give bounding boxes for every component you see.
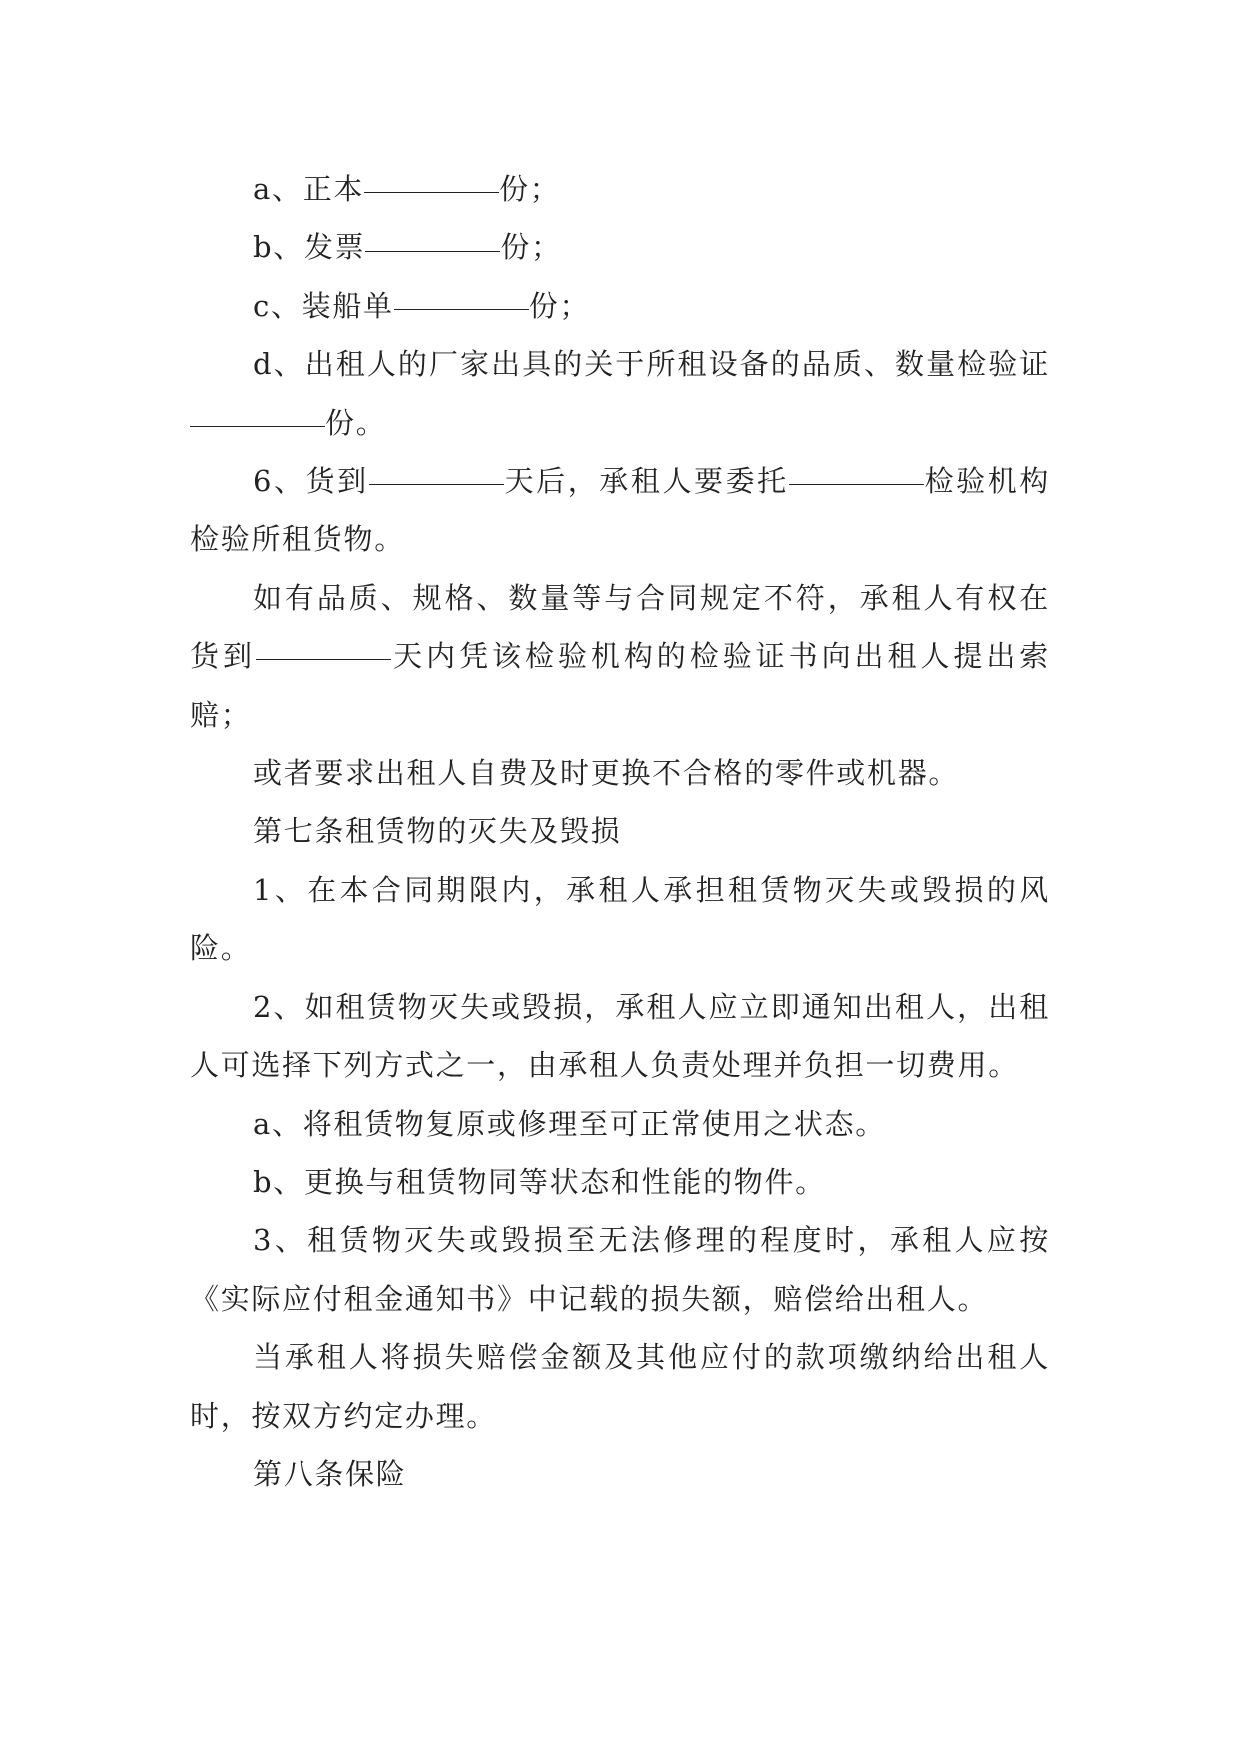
text-segment: 天内凭该检验机构的检验证书向出租人提出索赔； (190, 639, 1050, 732)
paragraph-article-7-item-2: 2、如租赁物灭失或毁损，承租人应立即通知出租人，出租人可选择下列方式之一，由承租人负责处理并负担一切费用。 (190, 989, 1050, 1083)
fill-in-blank (369, 483, 504, 485)
paragraph-article-7-item-1: 1、在本合同期限内，承租人承担租赁物灭失或毁损的风险。 (190, 872, 1050, 966)
text-segment: 检验机构检验所租货物。 (190, 464, 1050, 557)
article-8-heading: 第八条保险 (253, 1456, 407, 1491)
paragraph-article-7-option-a: a、将租赁物复原或修理至可正常使用之状态。 (253, 1106, 886, 1141)
fill-in-blank (789, 483, 924, 485)
fill-in-blank (394, 308, 529, 310)
paragraph-article-7-option-b: b、更换与租赁物同等状态和性能的物件。 (253, 1164, 826, 1199)
text-segment: 份； (500, 230, 562, 265)
paragraph-article-7-item-3: 3、租赁物灭失或毁损至无法修理的程度时，承租人应按《实际应付租金通知书》中记载的损失额，赔偿给出租人。 (190, 1223, 1050, 1316)
text-segment: d、出租人的厂家出具的关于所租设备的品质、数量检验证 (253, 347, 1050, 382)
paragraph-replacement-request: 或者要求出租人自费及时更换不合格的零件或机器。 (253, 756, 960, 791)
text-segment: a、正本 (253, 172, 365, 206)
fill-in-blank (190, 425, 325, 427)
text-segment: 份。 (325, 405, 387, 440)
article-7-heading: 第七条租赁物的灭失及毁损 (253, 814, 622, 849)
paragraph-item-6-inspection (190, 452, 1050, 569)
fill-in-blank (256, 658, 391, 660)
text-segment: 份； (499, 172, 561, 206)
fill-in-blank (365, 250, 500, 252)
paragraph-original-copies (190, 160, 1050, 218)
paragraph-compensation-payment: 当承租人将损失赔偿金额及其他应付的款项缴纳给出租人时，按双方约定办理。 (190, 1340, 1050, 1433)
paragraph-claim-right (190, 569, 1050, 744)
text-segment: c、装船单 (253, 288, 394, 323)
paragraph-invoice-copies (190, 218, 1050, 276)
text-segment: b、发票 (253, 230, 366, 265)
text-segment: 天后，承租人要委托 (503, 464, 789, 499)
document-page (190, 160, 1050, 1503)
paragraph-bill-of-lading-copies (190, 277, 1050, 335)
text-segment: 份； (528, 288, 591, 323)
text-segment: 如有品质、规格、数量等与合同规定不符，承租人有权在货到 (190, 580, 1050, 674)
fill-in-blank (364, 191, 499, 193)
paragraph-inspection-certificate-copies (190, 335, 1050, 452)
text-segment: 6、货到 (253, 464, 369, 499)
